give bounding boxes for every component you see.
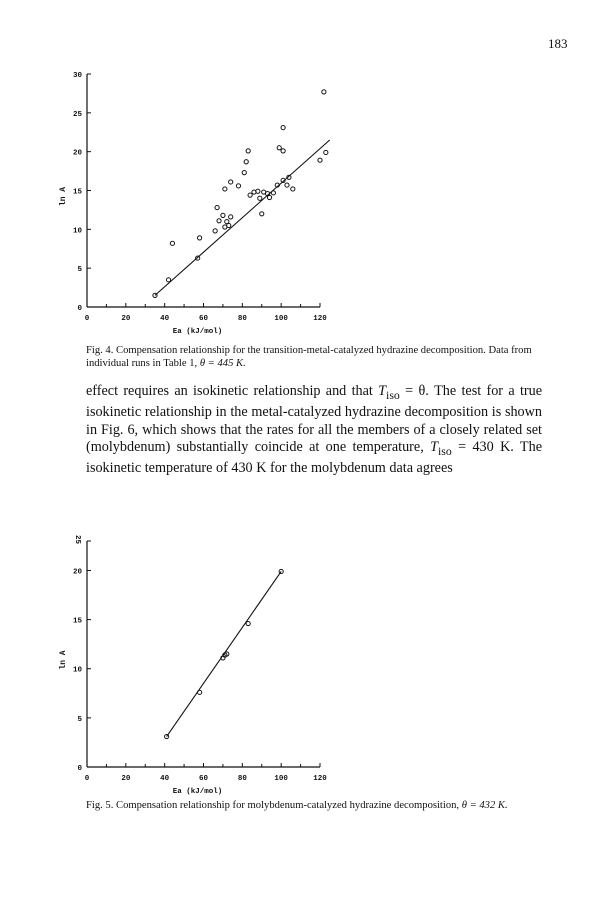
- body-text-part1: effect requires an isokinetic relationship and that: [86, 383, 379, 399]
- fig5-y-tick-label: 10: [72, 666, 82, 675]
- fig5-x-tick-label: 100: [274, 775, 288, 783]
- fig5-data-point: [246, 621, 250, 625]
- figure-5-caption: [86, 799, 541, 812]
- figure-4-caption-text: Compensation relationship for the transition-metal-catalyzed hydrazine decomposition. Data from individual runs in Table 1,: [86, 345, 532, 369]
- fig5-x-tick-label: 40: [160, 775, 170, 783]
- body-paragraph: effect requires an isokinetic relationship and that $T_{iso} = \theta$. The test for a true isokinetic relationship in the metal-catalyzed hydrazine decomposition is shown in Fig. 6, which shows that the rates for all the members of a closely related set (molybdenum) substantially coincide at one temperature, $T_{iso} = 430$ K. The isokinetic temperature of 430 K for the molybdenum data agrees: [86, 383, 542, 477]
- fig4-x-tick-label: 100: [274, 315, 288, 323]
- fig5-fit-line: [167, 571, 282, 736]
- fig5-x-tick-label: 20: [121, 775, 131, 783]
- figure-5-caption-text: Compensation relationship for molybdenum-catalyzed hydrazine decomposition,: [116, 800, 460, 811]
- fig5-x-tick-label: 0: [84, 775, 90, 783]
- fig5-x-axis-label: Ea (kJ/mol): [172, 788, 223, 796]
- fig5-data-point: [198, 690, 202, 694]
- fig5-y-tick-label: 5: [77, 715, 82, 724]
- fig5-x-tick-label: 60: [198, 775, 209, 783]
- fig4-x-tick-label: 120: [313, 315, 327, 323]
- fig5-y-axis-label: ln A: [59, 650, 68, 670]
- fig4-x-tick-label: 80: [237, 315, 247, 323]
- fig5-y-tick-label-top: 25: [73, 534, 81, 544]
- fig4-y-tick-label: 5: [77, 266, 82, 275]
- page-number: 183: [548, 36, 568, 51]
- fig4-y-tick-label: 30: [72, 72, 82, 80]
- fig4-x-tick-label: 40: [160, 315, 170, 323]
- body-text-part2: = θ. The test for a true isokinetic relationship in the metal-catalyzed hydrazine decomposition is shown in Fig. 6, which shows that the rates for all the members of a closely related set (molybdenum) substantially coincide at one temperature,: [86, 383, 542, 456]
- fig5-x-tick-label: 120: [313, 775, 327, 783]
- fig5-y-tick-label: 15: [72, 617, 82, 626]
- fig5-data-point: [165, 734, 169, 738]
- fig4-y-tick-label: 15: [72, 188, 82, 197]
- fig4-y-tick-label: 0: [77, 305, 82, 313]
- tiso-subscript-2: iso: [437, 443, 452, 458]
- fig4-y-tick-label: 25: [72, 110, 82, 119]
- fig4-x-axis-label: Ea (kJ/mol): [172, 328, 223, 336]
- figure-4-caption-theta: θ = 445 K.: [199, 358, 246, 369]
- fig5-y-tick-label: 20: [72, 568, 82, 577]
- fig4-x-tick-label: 20: [121, 315, 131, 323]
- body-text-part3: = 430 K. The isokinetic temperature of 430 K for the molybdenum data agrees: [86, 439, 542, 477]
- fig4-y-tick-label: 20: [72, 149, 82, 158]
- fig4-x-tick-label: 60: [198, 315, 209, 323]
- fig5-y-tick-label: 0: [77, 765, 82, 773]
- fig4-y-tick-label: 10: [72, 227, 82, 236]
- figure-5-caption-theta: θ = 432 K.: [461, 800, 508, 811]
- figure-5-caption-label: Fig. 5.: [86, 800, 114, 811]
- fig4-x-tick-label: 0: [84, 315, 90, 323]
- tiso-subscript-1: iso: [386, 387, 400, 402]
- figure-4-caption-label: Fig. 4.: [86, 345, 114, 356]
- fig4-y-axis-label: ln A: [59, 186, 68, 207]
- fig5-x-tick-label: 80: [237, 775, 247, 783]
